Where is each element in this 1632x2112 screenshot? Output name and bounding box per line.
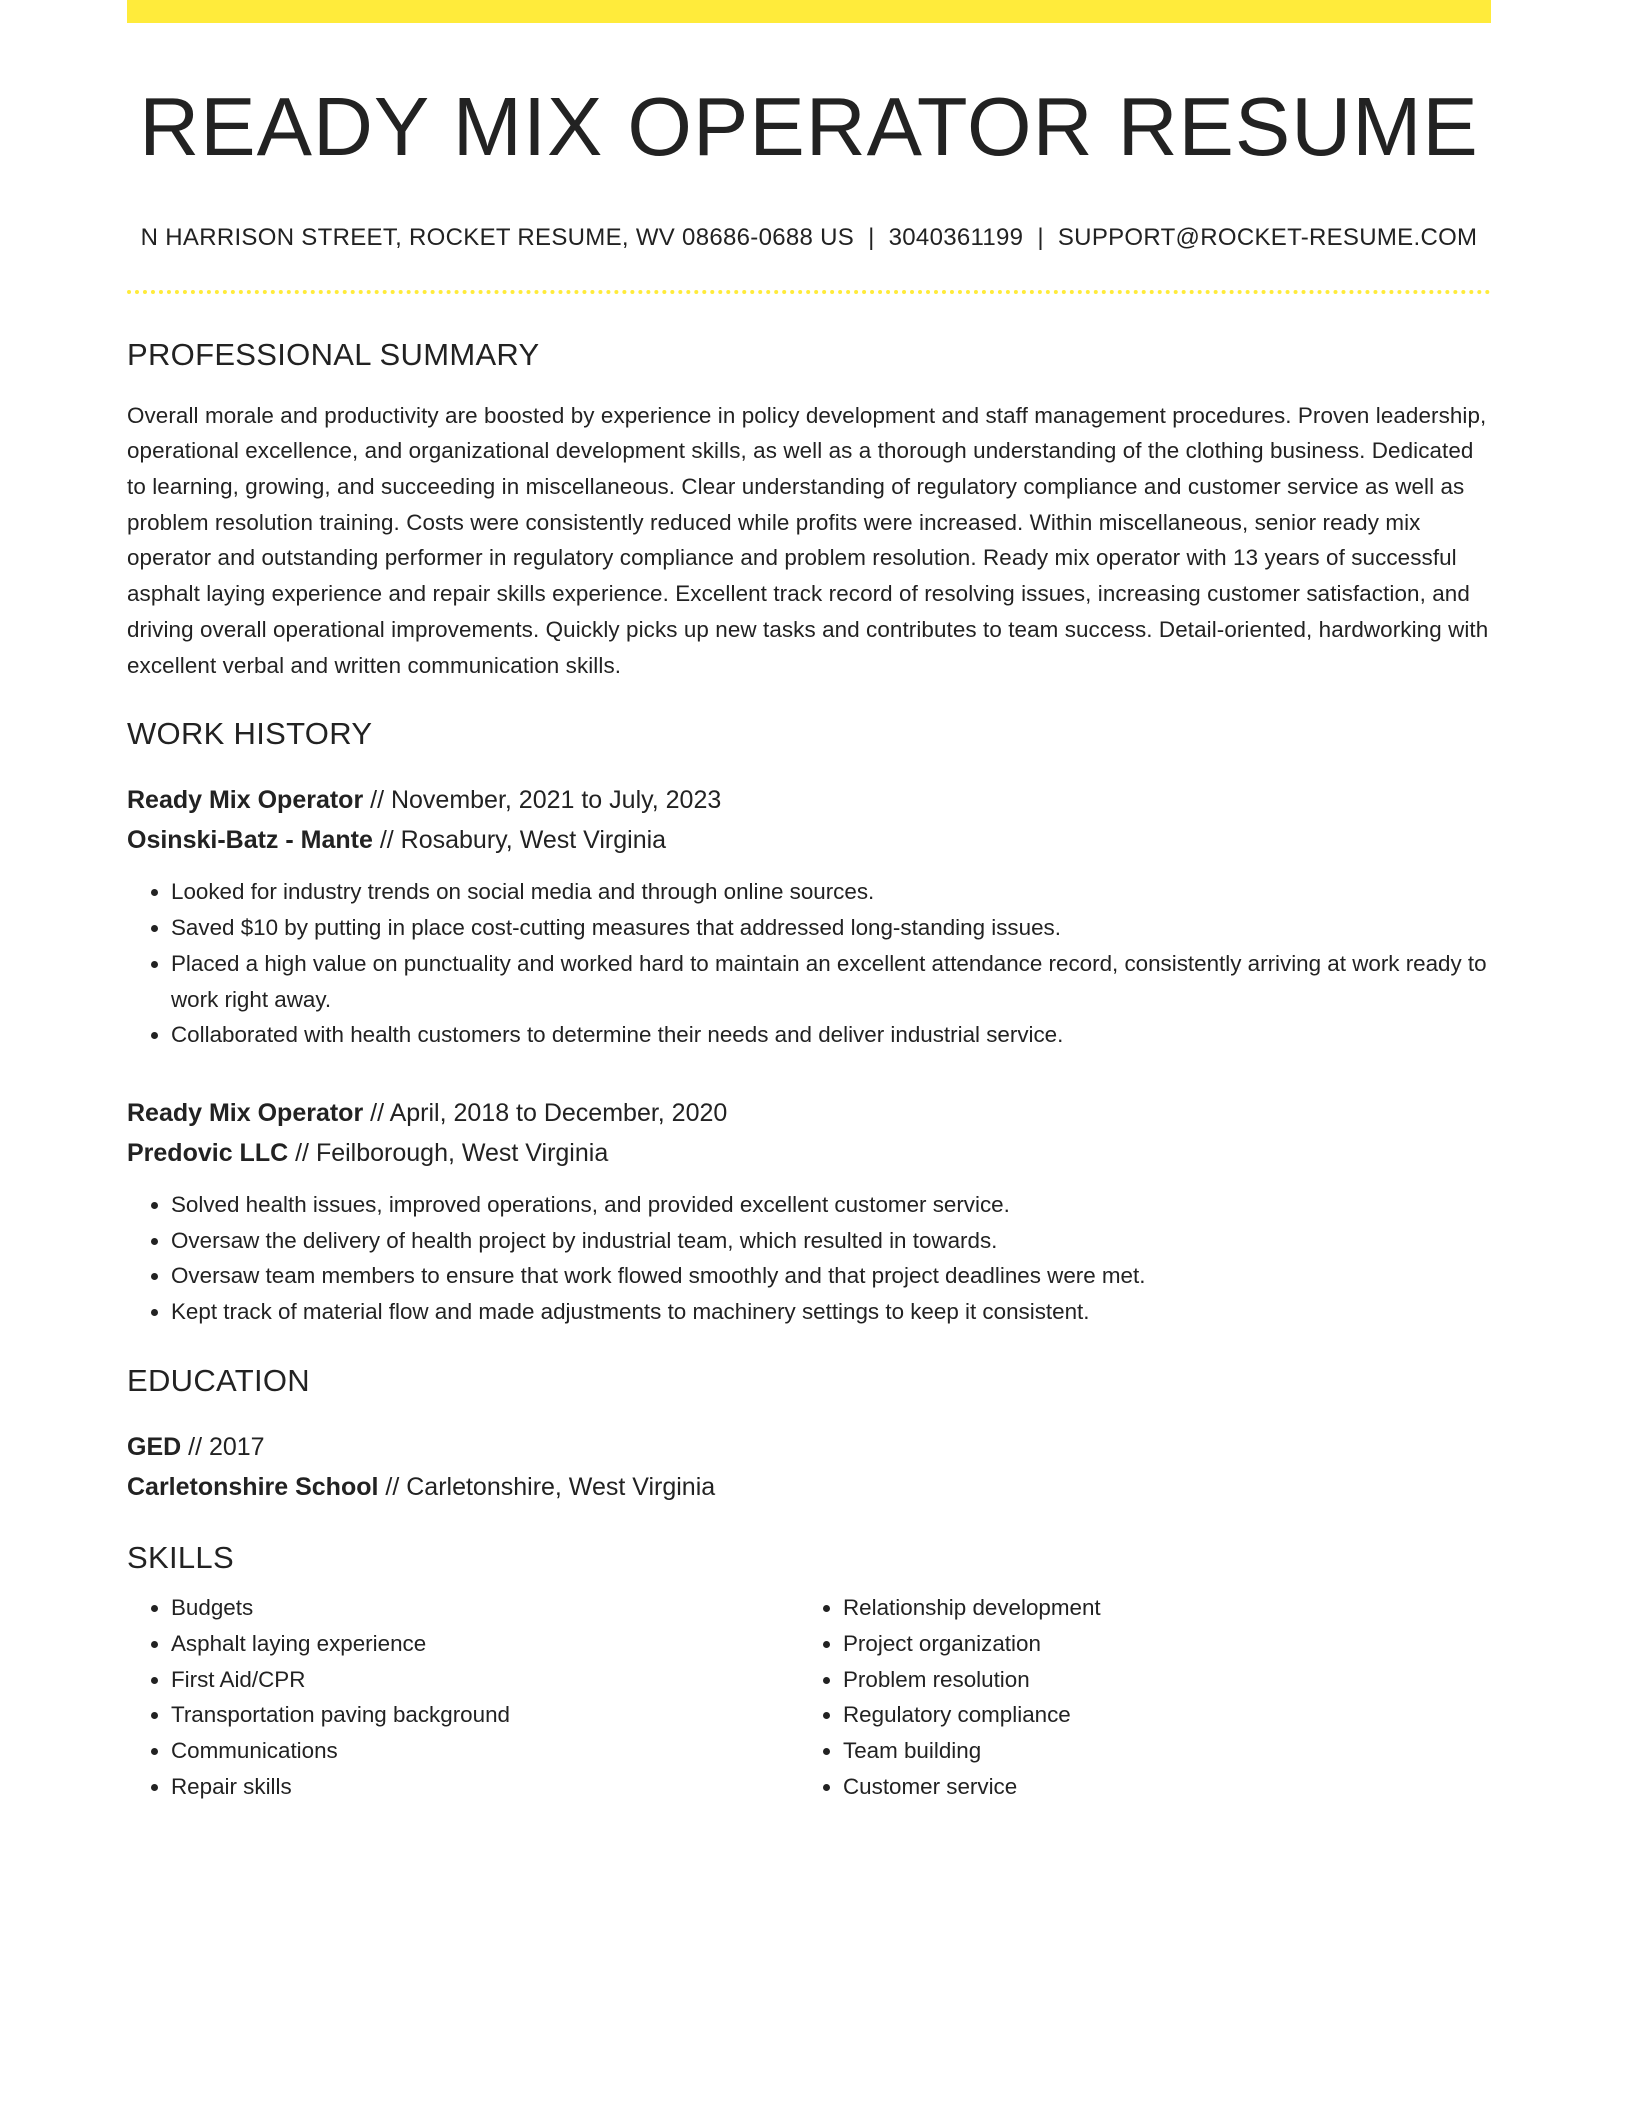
resume-title: READY MIX OPERATOR RESUME [139, 80, 1479, 173]
professional-summary-section [127, 336, 1491, 683]
job-bullets [127, 1187, 1491, 1330]
skill-item: • Repair skills [171, 1769, 799, 1805]
contact-email[interactable]: SUPPORT@ROCKET-RESUME.COM [1057, 224, 1478, 252]
job-location: // Feilborough, West Virginia [288, 1138, 609, 1167]
job-bullet: • Collaborated with health customers to determine their needs and deliver industrial service. [171, 1017, 1491, 1053]
contact-separator: | [868, 224, 875, 252]
job-title: Ready Mix Operator [127, 1098, 364, 1127]
summary-paragraph: Overall morale and productivity are boosted by experience in policy development and staff management procedures. Proven leadership, operational excellence, and organizational development skills, as well as a thorough understanding of the clothing business. Dedicated to learning, growing, and succeeding in miscellaneous. Clear understanding of regulatory compliance and customer service as well as problem resolution training. Costs were consistently reduced while profits were increased. Within miscellaneous, senior ready mix operator and outstanding performer in regulatory compliance and problem resolution. Ready mix operator with 13 years of successful asphalt laying experience and repair skills experience. Excellent track record of resolving issues, increasing customer satisfaction, and driving overall operational improvements. Quickly picks up new tasks and contributes to team success. Detail-oriented, hardworking with excellent verbal and written communication skills. [127, 402, 1489, 678]
skills-grid [127, 1590, 1491, 1804]
job-bullet: • Saved $10 by putting in place cost-cutting measures that addressed long-standing issues. [171, 910, 1491, 946]
education-year: // 2017 [181, 1432, 265, 1461]
education-entry [127, 1427, 1491, 1507]
skills-column-right [799, 1590, 1471, 1804]
contact-address: N HARRISON STREET, ROCKET RESUME, WV 08686-0688 US [140, 224, 855, 252]
skill-item: • Customer service [843, 1769, 1471, 1805]
job-entry [127, 780, 1491, 1053]
skill-item: • Project organization [843, 1626, 1471, 1662]
section-heading-summary: PROFESSIONAL SUMMARY [127, 337, 540, 373]
contact-phone: 3040361199 [888, 224, 1024, 252]
job-bullet: • Oversaw the delivery of health project by industrial team, which resulted in towards. [171, 1223, 1491, 1259]
job-bullet: • Looked for industry trends on social media and through online sources. [171, 874, 1491, 910]
job-company-line [127, 820, 1491, 860]
job-bullet: • Placed a high value on punctuality and worked hard to maintain an excellent attendance record, consistently arriving at work ready to work right away. [171, 946, 1491, 1017]
resume-page [127, 0, 1491, 1804]
skill-item: • Relationship development [843, 1590, 1471, 1626]
job-bullets [127, 874, 1491, 1053]
education-school-line [127, 1467, 1491, 1507]
section-heading-skills: SKILLS [127, 1539, 234, 1575]
job-dates: // November, 2021 to July, 2023 [363, 786, 722, 815]
skill-item: • Problem resolution [843, 1662, 1471, 1698]
skills-column-left [127, 1590, 799, 1804]
job-bullet: • Solved health issues, improved operations, and provided excellent customer service. [171, 1187, 1491, 1223]
education-location: // Carletonshire, West Virginia [378, 1472, 716, 1501]
skill-item: • First Aid/CPR [171, 1662, 799, 1698]
job-location: // Rosabury, West Virginia [372, 826, 667, 855]
education-degree: GED [127, 1432, 182, 1461]
education-section [127, 1362, 1491, 1507]
job-title: Ready Mix Operator [127, 786, 364, 815]
skill-item: • Communications [171, 1733, 799, 1769]
job-company: Predovic LLC [127, 1138, 289, 1167]
contact-line [127, 224, 1491, 252]
skills-section [127, 1539, 1491, 1804]
education-degree-line [127, 1427, 1491, 1467]
skill-item: • Regulatory compliance [843, 1697, 1471, 1733]
work-history-section [127, 715, 1491, 1330]
section-heading-education: EDUCATION [127, 1362, 310, 1398]
section-heading-work: WORK HISTORY [127, 716, 373, 752]
dotted-divider [127, 290, 1491, 294]
job-role-line [127, 1093, 1491, 1133]
skill-item: • Budgets [171, 1590, 799, 1626]
contact-separator: | [1037, 224, 1044, 252]
skill-item: • Team building [843, 1733, 1471, 1769]
skill-item: • Transportation paving background [171, 1697, 799, 1733]
job-role-line [127, 780, 1491, 820]
job-bullet: • Oversaw team members to ensure that work flowed smoothly and that project deadlines were met. [171, 1258, 1491, 1294]
accent-top-bar [127, 0, 1491, 23]
job-entry [127, 1093, 1491, 1330]
job-dates: // April, 2018 to December, 2020 [363, 1098, 728, 1127]
job-company: Osinski-Batz - Mante [127, 826, 373, 855]
skill-item: • Asphalt laying experience [171, 1626, 799, 1662]
education-school: Carletonshire School [127, 1472, 379, 1501]
job-bullet: • Kept track of material flow and made adjustments to machinery settings to keep it consistent. [171, 1294, 1491, 1330]
job-company-line [127, 1133, 1491, 1173]
